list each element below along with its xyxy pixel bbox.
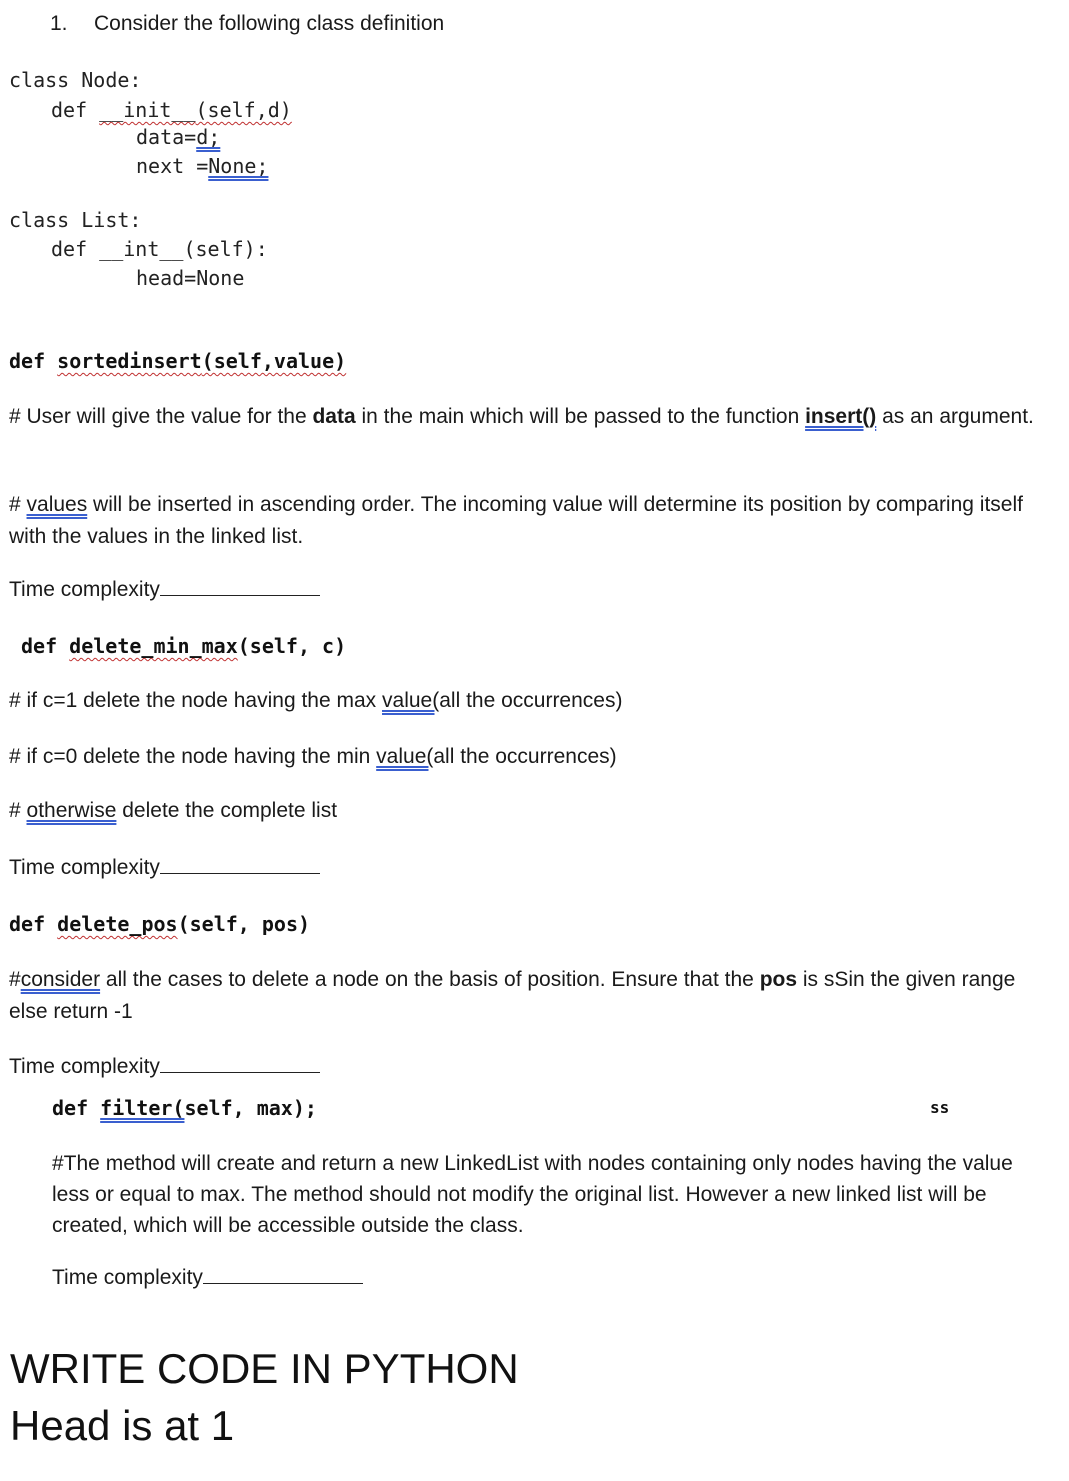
- node-data-value: d;: [196, 125, 221, 149]
- node-init-args: (self,d): [195, 98, 292, 122]
- delete-pos-def-keyword: def: [9, 912, 58, 936]
- time-complexity-label: Time complexity: [9, 1055, 160, 1078]
- time-complexity-label: Time complexity: [9, 578, 160, 601]
- value-ref: value(: [382, 689, 440, 712]
- comment-text: all the cases to delete a node on the basis of position. Ensure that the: [100, 968, 760, 991]
- node-init-name: __init__: [99, 98, 196, 122]
- sortedinsert-time-complexity: [9, 577, 320, 602]
- consider-ref: consider: [20, 968, 101, 991]
- question-text: Consider the following class definition: [94, 12, 445, 35]
- values-ref: values: [26, 493, 88, 516]
- delete-pos-signature: [9, 912, 310, 936]
- delete-min-max-time-complexity: [9, 855, 320, 880]
- delete-pos-args: (self, pos): [177, 912, 311, 936]
- node-next-prefix: next =: [136, 154, 209, 178]
- node-next-line: [136, 154, 268, 178]
- delete-min-max-comment-3: [9, 799, 337, 823]
- list-init-line: def __int__(self):: [51, 237, 268, 261]
- comment-text: in the main which will be passed to the function: [355, 405, 806, 428]
- comment-hash: #: [9, 968, 21, 991]
- pos-keyword: pos: [759, 968, 798, 991]
- node-def-keyword: def: [51, 98, 100, 122]
- delete-min-max-args: (self, c): [237, 634, 347, 658]
- comment-text: all the occurrences): [439, 689, 623, 712]
- comment-text: # User will give the value for the: [9, 405, 313, 428]
- delete-pos-comment: [9, 964, 1039, 1028]
- stray-ss-text: ss: [930, 1098, 950, 1117]
- comment-text: is sSin the given range else return -1: [9, 968, 1016, 1023]
- comment-text: # if c=1 delete the node having the max: [9, 689, 383, 712]
- answer-blank[interactable]: [203, 1265, 363, 1284]
- list-class-line: class List:: [9, 208, 142, 232]
- node-class-line: class Node:: [9, 68, 142, 92]
- answer-blank[interactable]: [160, 855, 320, 874]
- delete-min-max-comment-1: [9, 689, 622, 713]
- comment-text: # if c=0 delete the node having the min: [9, 745, 377, 768]
- sortedinsert-name: sortedinsert: [57, 349, 202, 373]
- sortedinsert-comment-1: [9, 401, 1039, 433]
- value-ref: value(: [376, 745, 434, 768]
- filter-name: filter(: [100, 1096, 185, 1120]
- sortedinsert-signature: [9, 349, 346, 373]
- question-number: 1.: [50, 12, 68, 35]
- node-init-line: [51, 98, 292, 122]
- comment-text: delete the complete list: [116, 799, 338, 822]
- delete-min-max-def-keyword: def: [21, 634, 70, 658]
- node-next-value: None;: [208, 154, 269, 178]
- list-head-line: head=None: [136, 266, 245, 290]
- instruction-line-2: Head is at 1: [10, 1402, 235, 1449]
- answer-blank[interactable]: [160, 1054, 320, 1073]
- filter-time-complexity: [52, 1265, 363, 1290]
- data-keyword: data: [312, 405, 356, 428]
- filter-args: self, max);: [184, 1096, 317, 1120]
- filter-def-keyword: def: [52, 1096, 101, 1120]
- sortedinsert-comment-2: [9, 489, 1039, 553]
- comment-text: will be inserted in ascending order. The incoming value will determine its position by comparing itself with the values in the linked list.: [9, 493, 1023, 548]
- time-complexity-label: Time complexity: [9, 856, 160, 879]
- time-complexity-label: Time complexity: [52, 1266, 203, 1289]
- filter-signature: [52, 1096, 317, 1120]
- node-data-line: [136, 125, 220, 149]
- sortedinsert-def-keyword: def: [9, 349, 58, 373]
- comment-hash: #: [9, 493, 27, 516]
- delete-min-max-signature: [21, 634, 346, 658]
- delete-min-max-comment-2: [9, 745, 617, 769]
- otherwise-ref: otherwise: [26, 799, 117, 822]
- delete-pos-time-complexity: [9, 1054, 320, 1079]
- comment-text: all the occurrences): [433, 745, 617, 768]
- delete-pos-name: delete_pos: [57, 912, 178, 936]
- filter-comment: #The method will create and return a new LinkedList with nodes containing only nodes having the value less or equal to max. The method should not modify the original list. However a new linked list will be created, which will be accessible outside the class.: [52, 1152, 1013, 1237]
- delete-min-max-name: delete_min_max: [69, 634, 238, 658]
- node-data-prefix: data=: [136, 125, 197, 149]
- answer-blank[interactable]: [160, 577, 320, 596]
- instruction-line-1: WRITE CODE IN PYTHON: [10, 1345, 519, 1392]
- comment-text: as an argument.: [876, 405, 1034, 428]
- insert-function-ref: insert(): [805, 405, 877, 428]
- comment-hash: #: [9, 799, 27, 822]
- sortedinsert-args: (self,value): [201, 349, 347, 373]
